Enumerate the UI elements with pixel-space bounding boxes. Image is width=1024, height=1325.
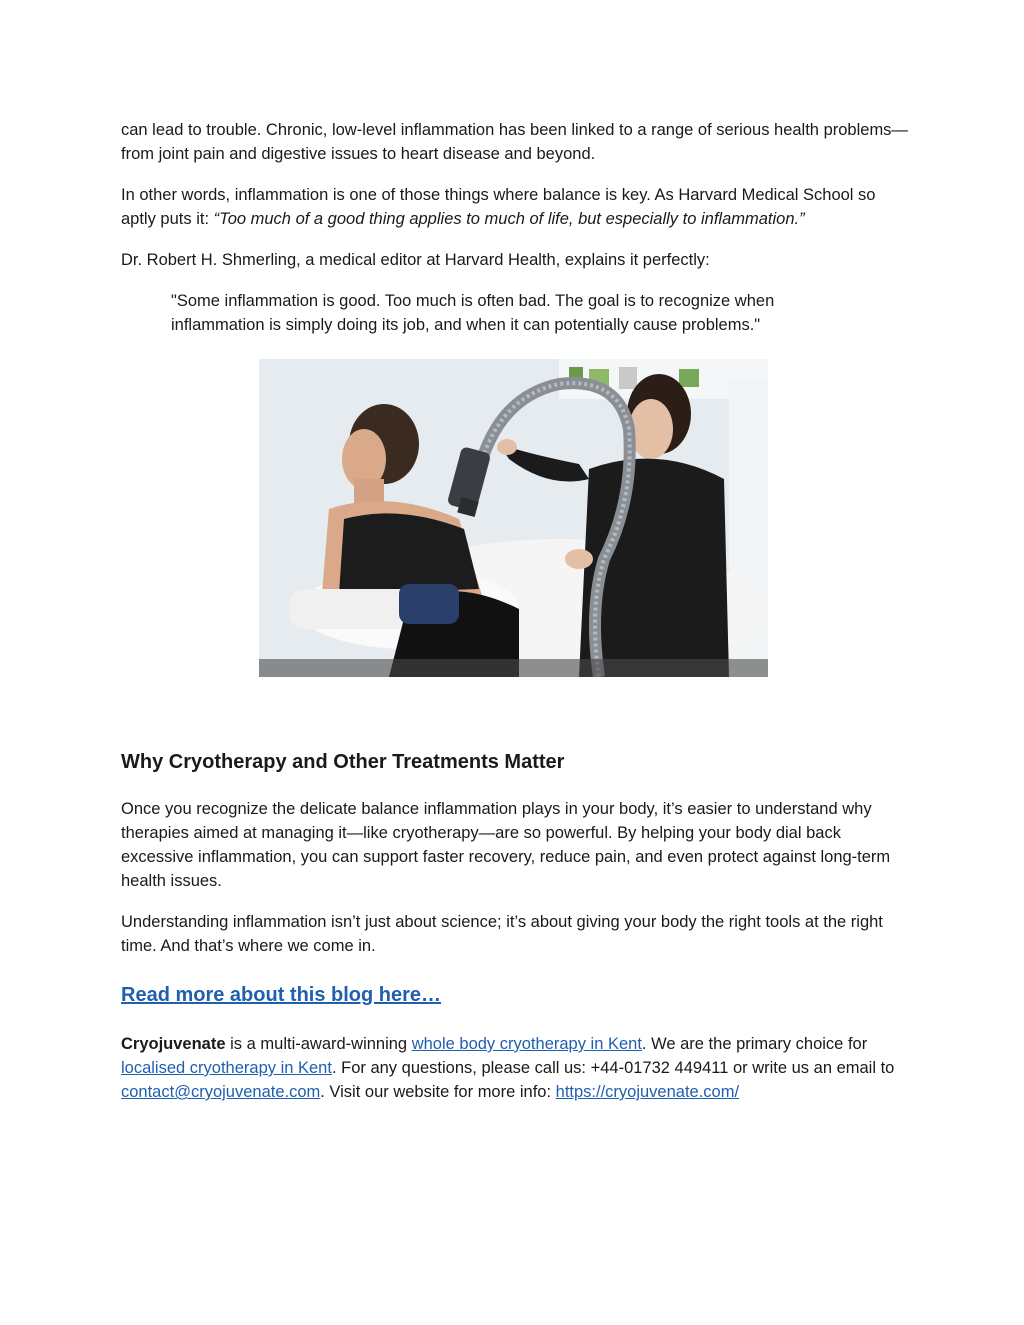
- paragraph-inflammation-trouble: can lead to trouble. Chronic, low-level inflammation has been linked to a range of serious health problems—from joint pain and digestive issues to heart disease and beyond.: [121, 121, 908, 163]
- paragraph-right-tools: Understanding inflammation isn’t just about science; it’s about giving your body the right tools at the right time. And that’s where we come in.: [121, 913, 883, 955]
- paragraph-cryotherapy-balance: Once you recognize the delicate balance inflammation plays in your body, it’s easier to understand why therapies aimed at managing it—like cryotherapy—are so powerful. By helping your body dial back excessive inflammation, you can support faster recovery, reduce pain, and even protect against long-term health issues.: [121, 800, 891, 890]
- cryotherapy-photo-illustration: [259, 359, 768, 677]
- website-link[interactable]: https://cryojuvenate.com/: [555, 1083, 740, 1101]
- company-info-text: . For any questions, please call us: +44-01732 449411 or write us an email to: [331, 1059, 895, 1077]
- whole-body-cryotherapy-link[interactable]: whole body cryotherapy in Kent: [411, 1035, 642, 1053]
- paragraph-balance-lead: In other words, inflammation is one of those things where balance is key. As Harvard Medical School so aptly puts it:: [121, 186, 876, 228]
- section-heading: Why Cryotherapy and Other Treatments Matter: [121, 751, 565, 773]
- email-link[interactable]: contact@cryojuvenate.com: [121, 1083, 321, 1101]
- document-page: [121, 118, 911, 1104]
- company-info-text: . Visit our website for more info:: [320, 1083, 556, 1101]
- localised-cryotherapy-link[interactable]: localised cryotherapy in Kent: [121, 1059, 332, 1077]
- company-info-text: is a multi-award-winning: [225, 1035, 412, 1053]
- paragraph-company-info: [121, 1032, 911, 1104]
- cryotherapy-photo: [259, 359, 768, 677]
- brand-name: Cryojuvenate: [121, 1035, 226, 1053]
- company-info-text: . We are the primary choice for: [641, 1035, 868, 1053]
- paragraph-shmerling: Dr. Robert H. Shmerling, a medical editor at Harvard Health, explains it perfectly:: [121, 251, 710, 269]
- harvard-quote: “Too much of a good thing applies to much of life, but especially to inflammation.”: [213, 210, 805, 228]
- blockquote-shmerling: "Some inflammation is good. Too much is often bad. The goal is to recognize when inflammation is simply doing its job, and when it can potentially cause problems.": [171, 292, 775, 334]
- paragraph-balance: [121, 183, 911, 231]
- read-more-link[interactable]: Read more about this blog here…: [121, 984, 442, 1006]
